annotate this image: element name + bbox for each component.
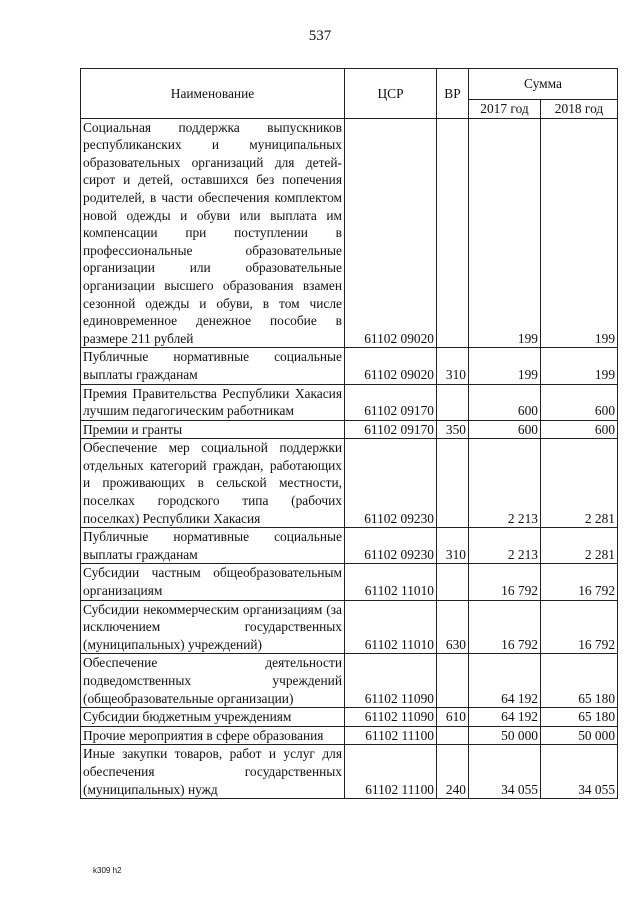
row-2018-cell: 16 792 bbox=[541, 600, 618, 654]
table-row bbox=[81, 528, 618, 564]
row-name-cell: Социальная поддержка выпускников республиканских и муниципальных образовательных организаций для детей-сирот и детей, оставшихся без попечения родителей, в части обеспечения комплектом новой одежды и обуви или выплата им компенсации при поступлении в профессиональные образовательные организации или образовательные организации высшего образования взамен сезонной одежды и обуви, в том числе единовременное денежное пособие в размере 211 рублей bbox=[81, 118, 345, 348]
row-2017-cell: 199 bbox=[469, 348, 541, 384]
row-name-cell: Публичные нормативные социальные выплаты гражданам bbox=[81, 348, 345, 384]
row-2017-cell: 199 bbox=[469, 118, 541, 348]
row-name-cell: Публичные нормативные социальные выплаты гражданам bbox=[81, 528, 345, 564]
row-csr-cell: 61102 11100 bbox=[345, 745, 437, 799]
row-2017-cell: 600 bbox=[469, 384, 541, 420]
footer-code: k309 h2 bbox=[93, 866, 122, 875]
table-header-row bbox=[81, 69, 618, 100]
row-csr-cell: 61102 11090 bbox=[345, 654, 437, 708]
row-vr-cell bbox=[437, 726, 469, 745]
row-2017-cell: 2 213 bbox=[469, 528, 541, 564]
row-vr-cell bbox=[437, 439, 469, 528]
table-row bbox=[81, 439, 618, 528]
table-row bbox=[81, 348, 618, 384]
table-row bbox=[81, 726, 618, 745]
row-csr-cell: 61102 09020 bbox=[345, 348, 437, 384]
column-header-2017: 2017 год bbox=[469, 100, 541, 119]
column-header-vr: ВР bbox=[437, 69, 469, 119]
table-row bbox=[81, 708, 618, 727]
row-2017-cell: 50 000 bbox=[469, 726, 541, 745]
row-csr-cell: 61102 11090 bbox=[345, 708, 437, 727]
table-row bbox=[81, 420, 618, 439]
column-header-2018: 2018 год bbox=[541, 100, 618, 119]
row-2017-cell: 64 192 bbox=[469, 708, 541, 727]
row-vr-cell bbox=[437, 564, 469, 600]
row-name-cell: Обеспечение мер социальной поддержки отдельных категорий граждан, работающих и проживающих в сельской местности, поселках городского типа (рабочих поселках) Республики Хакасия bbox=[81, 439, 345, 528]
row-csr-cell: 61102 09230 bbox=[345, 439, 437, 528]
row-name-cell: Субсидии некоммерческим организациям (за исключением государственных (муниципальных) учреждений) bbox=[81, 600, 345, 654]
row-name-cell: Прочие мероприятия в сфере образования bbox=[81, 726, 345, 745]
row-name-cell: Премия Правительства Республики Хакасия лучшим педагогическим работникам bbox=[81, 384, 345, 420]
budget-table bbox=[80, 68, 618, 799]
table-row bbox=[81, 745, 618, 799]
row-csr-cell: 61102 11010 bbox=[345, 564, 437, 600]
row-name-cell: Премии и гранты bbox=[81, 420, 345, 439]
table-row bbox=[81, 654, 618, 708]
row-name-cell: Иные закупки товаров, работ и услуг для обеспечения государственных (муниципальных) нужд bbox=[81, 745, 345, 799]
row-2017-cell: 16 792 bbox=[469, 600, 541, 654]
row-2018-cell: 600 bbox=[541, 420, 618, 439]
row-2018-cell: 65 180 bbox=[541, 654, 618, 708]
row-2018-cell: 199 bbox=[541, 348, 618, 384]
row-vr-cell bbox=[437, 384, 469, 420]
row-2018-cell: 199 bbox=[541, 118, 618, 348]
row-csr-cell: 61102 11010 bbox=[345, 600, 437, 654]
row-name-cell: Обеспечение деятельности подведомственных учреждений (общеобразовательные организации) bbox=[81, 654, 345, 708]
row-2017-cell: 64 192 bbox=[469, 654, 541, 708]
column-header-sum: Сумма bbox=[469, 69, 618, 100]
row-csr-cell: 61102 09170 bbox=[345, 420, 437, 439]
row-2017-cell: 2 213 bbox=[469, 439, 541, 528]
row-vr-cell: 630 bbox=[437, 600, 469, 654]
row-name-cell: Субсидии частным общеобразовательным организациям bbox=[81, 564, 345, 600]
row-vr-cell bbox=[437, 118, 469, 348]
row-2017-cell: 600 bbox=[469, 420, 541, 439]
table-row bbox=[81, 118, 618, 348]
table-row bbox=[81, 600, 618, 654]
page-number: 537 bbox=[308, 28, 332, 44]
row-2018-cell: 34 055 bbox=[541, 745, 618, 799]
table-row bbox=[81, 564, 618, 600]
row-2017-cell: 16 792 bbox=[469, 564, 541, 600]
column-header-name: Наименование bbox=[81, 69, 345, 119]
row-vr-cell: 310 bbox=[437, 528, 469, 564]
row-csr-cell: 61102 09020 bbox=[345, 118, 437, 348]
row-2018-cell: 600 bbox=[541, 384, 618, 420]
row-2018-cell: 65 180 bbox=[541, 708, 618, 727]
row-name-cell: Субсидии бюджетным учреждениям bbox=[81, 708, 345, 727]
table-body bbox=[81, 118, 618, 799]
row-vr-cell bbox=[437, 654, 469, 708]
row-2017-cell: 34 055 bbox=[469, 745, 541, 799]
row-csr-cell: 61102 11100 bbox=[345, 726, 437, 745]
row-csr-cell: 61102 09230 bbox=[345, 528, 437, 564]
row-2018-cell: 2 281 bbox=[541, 528, 618, 564]
row-2018-cell: 50 000 bbox=[541, 726, 618, 745]
row-2018-cell: 16 792 bbox=[541, 564, 618, 600]
row-vr-cell: 610 bbox=[437, 708, 469, 727]
row-csr-cell: 61102 09170 bbox=[345, 384, 437, 420]
row-vr-cell: 310 bbox=[437, 348, 469, 384]
row-vr-cell: 350 bbox=[437, 420, 469, 439]
row-2018-cell: 2 281 bbox=[541, 439, 618, 528]
column-header-csr: ЦСР bbox=[345, 69, 437, 119]
table-row bbox=[81, 384, 618, 420]
row-vr-cell: 240 bbox=[437, 745, 469, 799]
